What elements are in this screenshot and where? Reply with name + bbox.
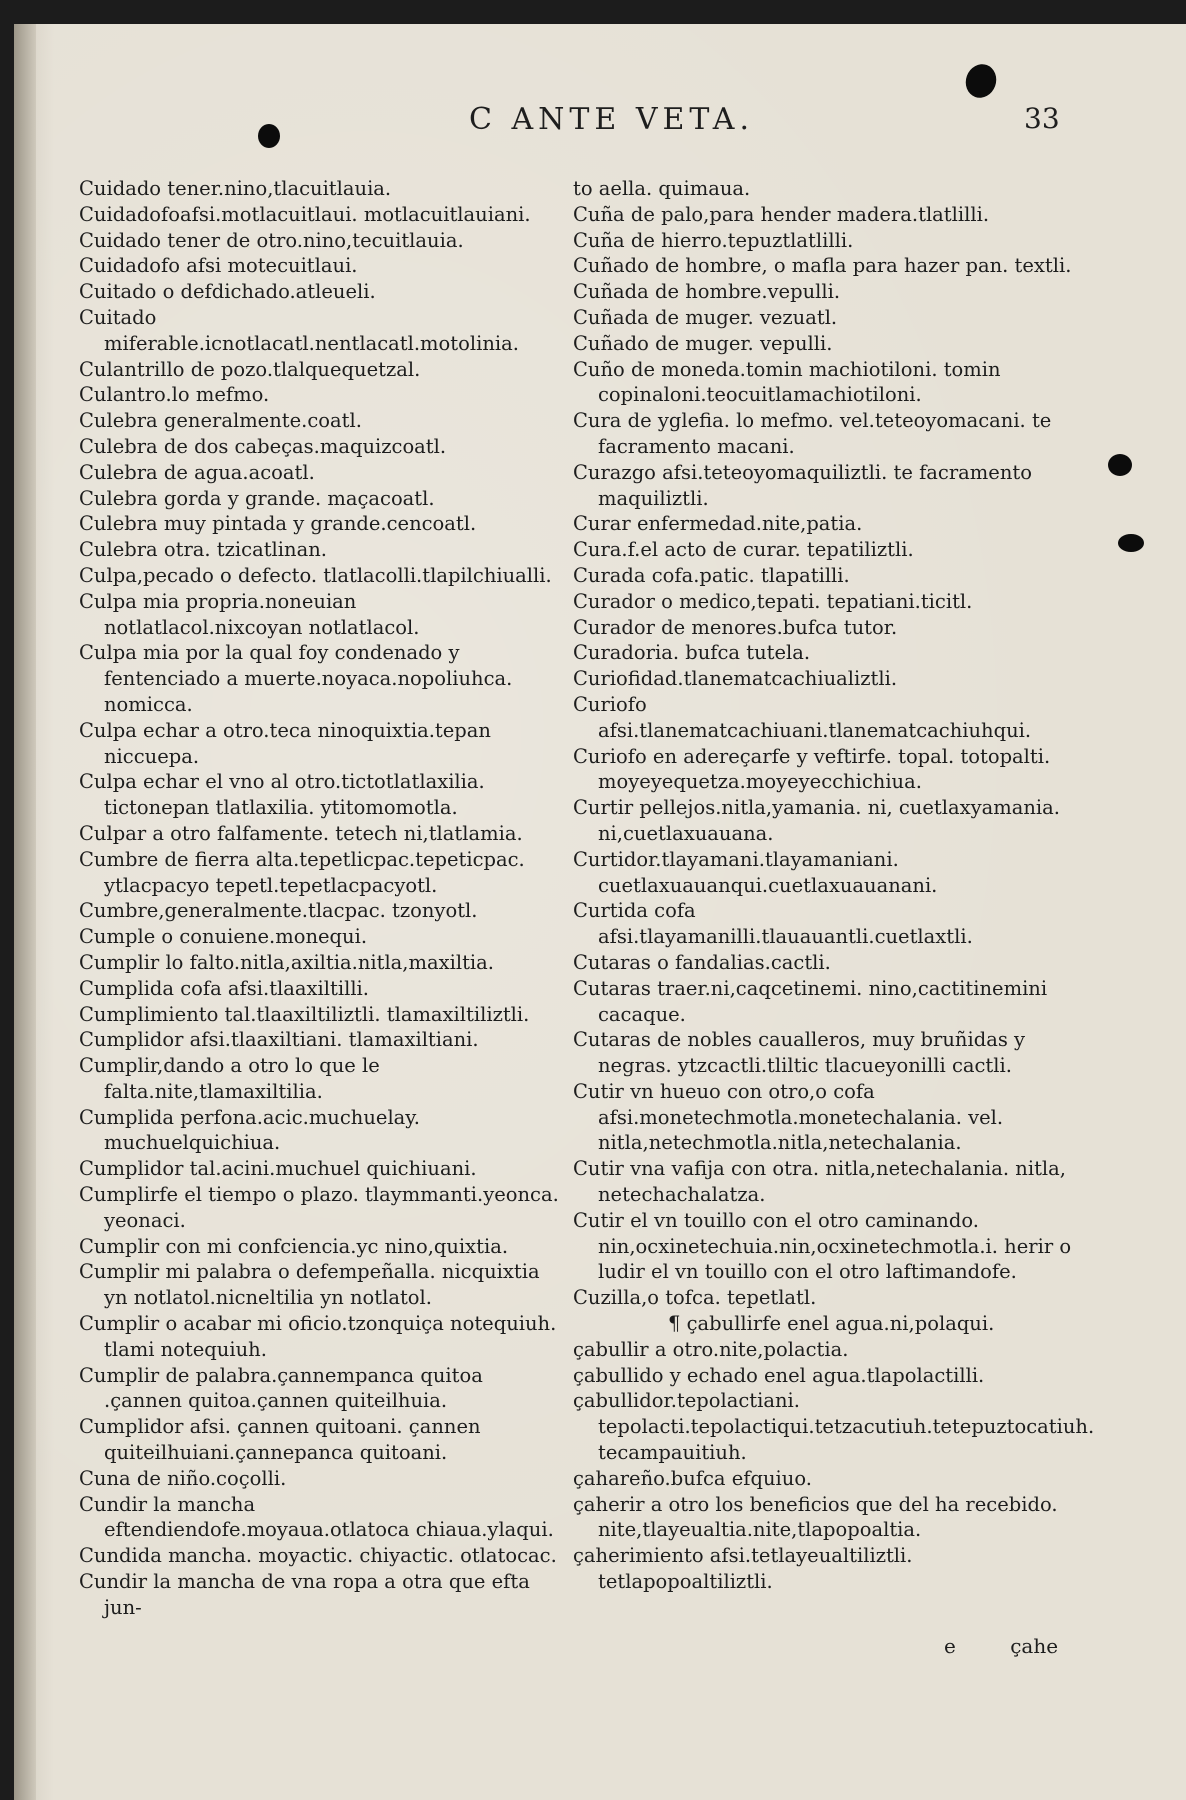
dictionary-entry: Culebra generalmente.coatl. xyxy=(79,409,362,433)
dictionary-entry: Cuña de palo,para hender madera.tlatlilli. xyxy=(573,202,990,226)
dictionary-entry: Curada cofa.patic. tlapatilli. xyxy=(573,563,850,587)
dictionary-entry: Cutaras traer.ni,caqcetinemi. nino,cactitinemini cacaque. xyxy=(573,976,1048,1026)
dictionary-entry: Cutir vna vafija con otra. nitla,netechalania. nitla, netechachalatza. xyxy=(573,1157,1066,1207)
dictionary-entry: Cutir vn hueuo con otro,o cofa afsi.monetechmotla.monetechalania. vel. nitla,netechmotla.nitla,netechalania. xyxy=(573,1079,1004,1155)
dictionary-entry: Cumplir de palabra.çannempanca quitoa .çannen quitoa.çannen quiteilhuia. xyxy=(79,1363,483,1413)
dictionary-entry: Cutaras o fandalias.cactli. xyxy=(573,950,831,974)
dictionary-entry: Culpa,pecado o defecto. tlatlacolli.tlapilchiualli. xyxy=(79,563,552,587)
dictionary-entry: Cumplir o acabar mi oficio.tzonquiça notequiuh. tlami notequiuh. xyxy=(79,1312,557,1361)
dictionary-entry: Curadoria. bufca tutela. xyxy=(573,641,811,665)
dictionary-entry: Curtir pellejos.nitla,yamania. ni, cuetlaxyamania. ni,cuetlaxuauana. xyxy=(573,796,1060,845)
dictionary-entry: Cumbre,generalmente.tlacpac. tzonyotl. xyxy=(79,899,478,923)
ink-blot xyxy=(1118,534,1144,552)
ink-blot xyxy=(961,60,1001,102)
dictionary-entry: çabullidor.tepolactiani. tepolacti.tepolactiqui.tetzacutiuh.tetepuztocatiuh. tecampauitiuh. xyxy=(573,1389,1095,1465)
dictionary-entry: to aella. quimaua. xyxy=(573,177,751,200)
dictionary-entry: Cumplir lo falto.nitla,axiltia.nitla,maxiltia. xyxy=(79,950,494,974)
dictionary-entry: Cumplida cofa afsi.tlaaxiltilli. xyxy=(79,976,369,1000)
dictionary-entry: Curiofo en adereçarfe y veftirfe. topal. totopalti. moyeyequetza.moyeyecchichiua. xyxy=(573,744,1051,794)
dictionary-entry: Curtida cofa afsi.tlayamanilli.tlauauantli.cuetlaxtli. xyxy=(573,899,973,949)
dictionary-entry: Culpa echar el vno al otro.tictotlatlaxilia. tictonepan tlatlaxilia. ytitomomotla. xyxy=(79,770,485,820)
dictionary-entry: Cuna de niño.coçolli. xyxy=(79,1466,287,1490)
dictionary-entry: Curar enfermedad.nite,patia. xyxy=(573,512,863,536)
dictionary-entry: Culebra otra. tzicatlinan. xyxy=(79,538,327,562)
dictionary-entry: Culantro.lo mefmo. xyxy=(79,383,270,407)
dictionary-entry: Cundir la mancha de vna ropa a otra que efta jun- xyxy=(79,1570,530,1619)
dictionary-entry: Cuña de hierro.tepuztlatlilli. xyxy=(573,228,854,252)
dictionary-entry: Cura de yglefia. lo mefmo. vel.teteoyomacani. te facramento macani. xyxy=(573,409,1052,458)
dictionary-entry: Culebra gorda y grande. maçacoatl. xyxy=(79,486,435,510)
dictionary-entry: Cumplir mi palabra o defempeñalla. nicquixtia yn notlatol.nicneltilia yn notlatol. xyxy=(79,1260,540,1310)
right-column xyxy=(573,176,1095,1595)
dictionary-entry: çahareño.bufca efquiuo. xyxy=(573,1466,812,1490)
dictionary-entry: Culpa echar a otro.teca ninoquixtia.tepan niccuepa. xyxy=(79,718,491,768)
dictionary-entry: Cuñada de muger. vezuatl. xyxy=(573,305,838,329)
dictionary-entry: Cumplidor afsi. çannen quitoani. çannen quiteilhuiani.çannepanca quitoani. xyxy=(79,1415,481,1465)
dictionary-entry: Cumplida perfona.acic.muchuelay. muchuelquichiua. xyxy=(79,1105,420,1155)
dictionary-entry: Cumplimiento tal.tlaaxiltiliztli. tlamaxiltiliztli. xyxy=(79,1002,530,1026)
dictionary-entry: Culebra de dos cabeças.maquizcoatl. xyxy=(79,434,447,458)
book-page xyxy=(14,24,1186,1800)
dictionary-entry: Cumplidor afsi.tlaaxiltiani. tlamaxiltiani. xyxy=(79,1028,479,1052)
dictionary-entry: Cuidadofoafsi.motlacuitlaui. motlacuitlauiani. xyxy=(79,202,531,226)
dictionary-entry: Cumplir,dando a otro lo que le falta.nite,tlamaxiltilia. xyxy=(79,1054,380,1103)
dictionary-entry: Cuño de moneda.tomin machiotiloni. tomin copinaloni.teocuitlamachiotiloni. xyxy=(573,357,1001,407)
dictionary-entry: Cutir el vn touillo con el otro caminando. nin,ocxinetechuia.nin,ocxinetechmotla.i. herir o ludir el vn touillo con el otro laftimandofe. xyxy=(573,1208,1072,1284)
dictionary-entry: çabullir a otro.nite,polactia. xyxy=(573,1337,849,1361)
dictionary-entry: Cutaras de nobles caualleros, muy bruñidas y negras. ytzcactli.tliltic tlacueyonilli cactli. xyxy=(573,1028,1026,1078)
dictionary-entry: Cuzilla,o tofca. tepetlatl. xyxy=(573,1286,817,1310)
dictionary-entry: Culpar a otro falfamente. tetech ni,tlatlamia. xyxy=(79,821,523,845)
dictionary-entry: Cumplirfe el tiempo o plazo. tlaymmanti.yeonca. yeonaci. xyxy=(79,1183,559,1232)
dictionary-entry: Curiofo afsi.tlanematcachiuani.tlanematcachiuhqui. xyxy=(573,692,1032,742)
dictionary-entry: Cumple o conuiene.monequi. xyxy=(79,925,368,949)
ink-blot xyxy=(1108,454,1132,476)
dictionary-entry: Cuitado o defdichado.atleueli. xyxy=(79,280,376,304)
dictionary-entry: Culebra muy pintada y grande.cencoatl. xyxy=(79,512,477,536)
section-head: ¶ çabullirfe enel agua.ni,polaqui. xyxy=(668,1312,995,1336)
dictionary-entry: çaherir a otro los beneficios que del ha recebido. nite,tlayeualtia.nite,tlapopoaltia. xyxy=(573,1492,1058,1542)
dictionary-entry: Cuitado miferable.icnotlacatl.nentlacatl.motolinia. xyxy=(79,305,519,355)
dictionary-entry: Cuñada de hombre.vepulli. xyxy=(573,280,841,304)
dictionary-entry: Curtidor.tlayamani.tlayamaniani. cuetlaxuauanqui.cuetlaxuauanani. xyxy=(573,847,938,897)
binding-gutter xyxy=(14,24,36,1800)
dictionary-entry: Cundir la mancha eftendiendofe.moyaua.otlatoca chiaua.ylaqui. xyxy=(79,1492,554,1542)
ink-blot xyxy=(258,124,280,148)
dictionary-entry: Curazgo afsi.teteoyomaquiliztli. te facramento maquiliztli. xyxy=(573,460,1032,510)
dictionary-entry: Cuñado de muger. vepulli. xyxy=(573,331,833,355)
dictionary-entry: Cumplir con mi confciencia.yc nino,quixtia. xyxy=(79,1234,509,1258)
dictionary-entry: Culpa mia propria.noneuian notlatlacol.nixcoyan notlatlacol. xyxy=(79,589,420,639)
dictionary-entry: Cuidado tener.nino,tlacuitlauia. xyxy=(79,177,392,200)
left-column xyxy=(79,176,559,1621)
page-header-title: C ANTE VETA. xyxy=(469,102,754,137)
dictionary-entry: Cumbre de fierra alta.tepetlicpac.tepeticpac. ytlacpacyo tepetl.tepetlacpacyotl. xyxy=(79,847,525,897)
dictionary-entry: Cuidadofo afsi motecuitlaui. xyxy=(79,254,358,278)
catchword-line xyxy=(944,1634,1058,1658)
dictionary-entry: Cuñado de hombre, o mafla para hazer pan. textli. xyxy=(573,254,1072,278)
right-column-entries xyxy=(573,176,1073,1311)
folio-number: 33 xyxy=(1024,102,1060,135)
catchword: çahe xyxy=(1010,1634,1059,1658)
dictionary-entry: Cundida mancha. moyactic. chiyactic. otlatocac. xyxy=(79,1544,557,1568)
dictionary-entry: Culpa mia por la qual foy condenado y fentenciado a muerte.noyaca.nopoliuhca. nomicca. xyxy=(79,641,513,716)
dictionary-entry: Culebra de agua.acoatl. xyxy=(79,460,315,484)
signature-mark: e xyxy=(944,1634,956,1658)
dictionary-entry: çabullido y echado enel agua.tlapolactilli. xyxy=(573,1363,985,1387)
dictionary-entry: Curador de menores.bufca tutor. xyxy=(573,615,898,639)
dictionary-entry: Cura.f.el acto de curar. tepatiliztli. xyxy=(573,538,914,562)
dictionary-entry: Cuidado tener de otro.nino,tecuitlauia. xyxy=(79,228,464,252)
dictionary-entry: Culantrillo de pozo.tlalquequetzal. xyxy=(79,357,421,381)
dictionary-entry: çaherimiento afsi.tetlayeualtiliztli. tetlapopoaltiliztli. xyxy=(573,1544,913,1594)
dictionary-entry: Cumplidor tal.acini.muchuel quichiuani. xyxy=(79,1157,477,1181)
dictionary-entry: Curador o medico,tepati. tepatiani.ticitl. xyxy=(573,589,973,613)
dictionary-entry: Curiofidad.tlanematcachiualiztli. xyxy=(573,667,898,691)
section-entries xyxy=(573,1337,1095,1595)
